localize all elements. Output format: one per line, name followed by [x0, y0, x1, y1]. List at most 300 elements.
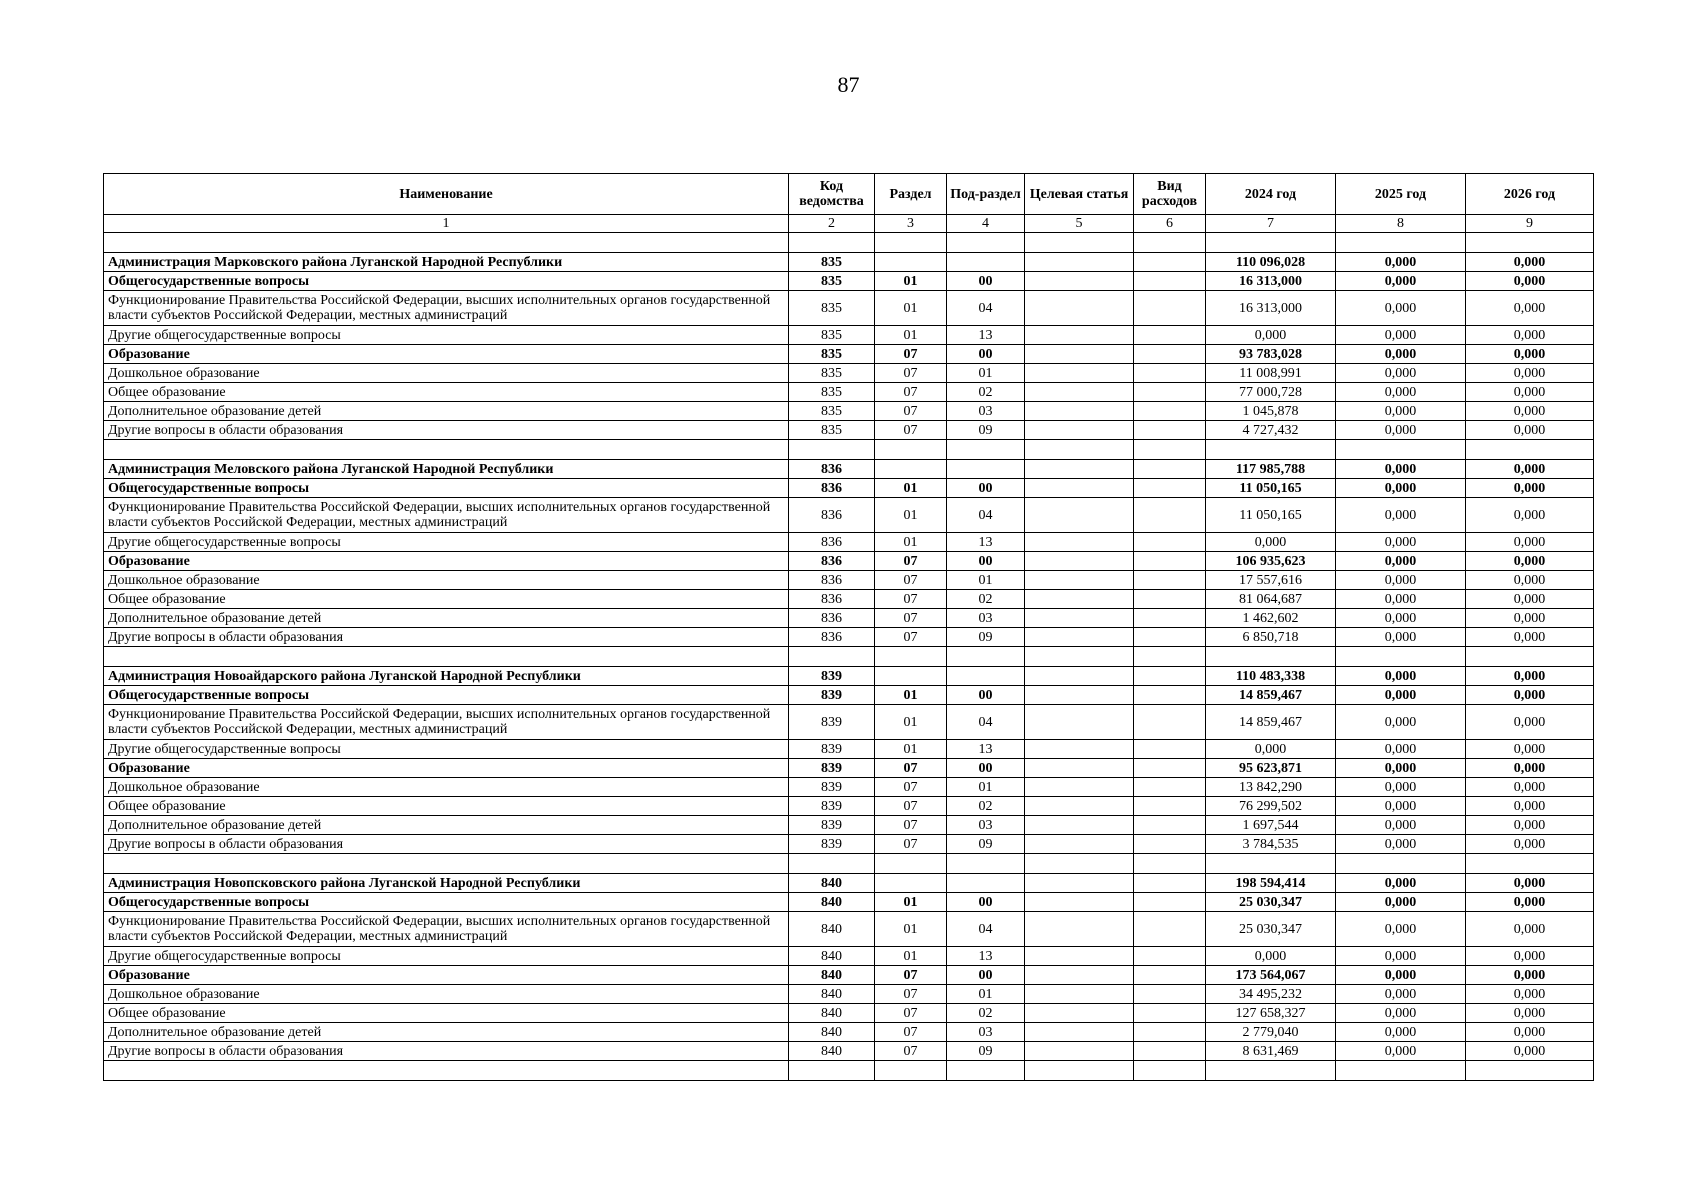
header-kind: Вид расходов [1134, 174, 1206, 215]
cell-section: 01 [875, 705, 947, 740]
budget-table [103, 173, 1594, 1081]
cell-section: 07 [875, 816, 947, 835]
cell-code: 839 [789, 759, 875, 778]
cell-code: 839 [789, 686, 875, 705]
cell-target [1025, 835, 1134, 854]
header-target: Целевая статья [1025, 174, 1134, 215]
cell-name: Функционирование Правительства Российской Федерации, высших исполнительных органов государственной власти субъектов Российской Федерации, местных администраций [104, 912, 789, 947]
empty-cell [1336, 440, 1466, 460]
blank-row [104, 647, 1594, 667]
empty-cell [1134, 647, 1206, 667]
cell-name: Другие вопросы в области образования [104, 421, 789, 440]
cell-subsection: 00 [947, 272, 1025, 291]
page-number: 87 [837, 72, 860, 97]
cell-target [1025, 947, 1134, 966]
cell-target [1025, 740, 1134, 759]
cell-code: 840 [789, 893, 875, 912]
empty-cell [875, 647, 947, 667]
cell-code: 836 [789, 571, 875, 590]
empty-cell [1466, 440, 1594, 460]
column-number: 6 [1134, 215, 1206, 233]
empty-cell [1206, 1061, 1336, 1081]
cell-kind [1134, 383, 1206, 402]
empty-cell [1466, 647, 1594, 667]
cell-kind [1134, 364, 1206, 383]
cell-2025: 0,000 [1336, 816, 1466, 835]
cell-2024: 13 842,290 [1206, 778, 1336, 797]
cell-2026: 0,000 [1466, 590, 1594, 609]
cell-2025: 0,000 [1336, 552, 1466, 571]
empty-cell [1336, 854, 1466, 874]
blank-row [104, 1061, 1594, 1081]
table-row [104, 326, 1594, 345]
cell-2026: 0,000 [1466, 667, 1594, 686]
cell-kind [1134, 1023, 1206, 1042]
cell-2024: 25 030,347 [1206, 912, 1336, 947]
cell-section: 07 [875, 609, 947, 628]
cell-target [1025, 778, 1134, 797]
cell-2026: 0,000 [1466, 383, 1594, 402]
cell-2024: 77 000,728 [1206, 383, 1336, 402]
cell-kind [1134, 1042, 1206, 1061]
empty-cell [947, 854, 1025, 874]
empty-cell [104, 440, 789, 460]
cell-target [1025, 421, 1134, 440]
cell-code: 835 [789, 272, 875, 291]
table-row [104, 893, 1594, 912]
blank-row [104, 440, 1594, 460]
cell-name: Общее образование [104, 383, 789, 402]
empty-cell [1134, 854, 1206, 874]
cell-2025: 0,000 [1336, 1004, 1466, 1023]
cell-name: Функционирование Правительства Российской Федерации, высших исполнительных органов государственной власти субъектов Российской Федерации, местных администраций [104, 291, 789, 326]
empty-cell [1025, 233, 1134, 253]
cell-target [1025, 686, 1134, 705]
cell-target [1025, 460, 1134, 479]
cell-subsection: 13 [947, 947, 1025, 966]
cell-subsection: 00 [947, 479, 1025, 498]
cell-section: 01 [875, 686, 947, 705]
cell-2026: 0,000 [1466, 291, 1594, 326]
table-row [104, 686, 1594, 705]
cell-code: 836 [789, 609, 875, 628]
cell-kind [1134, 835, 1206, 854]
empty-cell [104, 1061, 789, 1081]
cell-target [1025, 609, 1134, 628]
cell-subsection: 04 [947, 498, 1025, 533]
cell-target [1025, 253, 1134, 272]
blank-row [104, 854, 1594, 874]
cell-kind [1134, 291, 1206, 326]
cell-subsection: 09 [947, 1042, 1025, 1061]
cell-subsection: 02 [947, 383, 1025, 402]
cell-2026: 0,000 [1466, 835, 1594, 854]
cell-2025: 0,000 [1336, 1042, 1466, 1061]
cell-2025: 0,000 [1336, 835, 1466, 854]
cell-2026: 0,000 [1466, 571, 1594, 590]
cell-code: 840 [789, 874, 875, 893]
cell-section: 07 [875, 1042, 947, 1061]
table-row [104, 985, 1594, 1004]
cell-2024: 6 850,718 [1206, 628, 1336, 647]
cell-name: Другие вопросы в области образования [104, 835, 789, 854]
cell-subsection: 00 [947, 686, 1025, 705]
empty-cell [104, 647, 789, 667]
cell-code: 835 [789, 383, 875, 402]
cell-section: 07 [875, 1023, 947, 1042]
cell-kind [1134, 460, 1206, 479]
cell-target [1025, 272, 1134, 291]
empty-cell [1025, 854, 1134, 874]
table-row [104, 272, 1594, 291]
cell-name: Дошкольное образование [104, 985, 789, 1004]
empty-cell [1466, 854, 1594, 874]
cell-name: Функционирование Правительства Российской Федерации, высших исполнительных органов государственной власти субъектов Российской Федерации, местных администраций [104, 705, 789, 740]
cell-2025: 0,000 [1336, 966, 1466, 985]
column-number-row [104, 215, 1594, 233]
cell-name: Общее образование [104, 797, 789, 816]
cell-section: 01 [875, 498, 947, 533]
cell-2025: 0,000 [1336, 291, 1466, 326]
cell-subsection: 00 [947, 966, 1025, 985]
cell-section: 01 [875, 947, 947, 966]
cell-target [1025, 874, 1134, 893]
cell-section: 07 [875, 966, 947, 985]
cell-name: Общегосударственные вопросы [104, 272, 789, 291]
cell-2025: 0,000 [1336, 326, 1466, 345]
cell-subsection: 00 [947, 893, 1025, 912]
table-row [104, 383, 1594, 402]
cell-2025: 0,000 [1336, 533, 1466, 552]
empty-cell [1206, 440, 1336, 460]
cell-subsection: 02 [947, 590, 1025, 609]
table-row [104, 253, 1594, 272]
cell-name: Общегосударственные вопросы [104, 893, 789, 912]
cell-target [1025, 966, 1134, 985]
cell-target [1025, 705, 1134, 740]
cell-2025: 0,000 [1336, 253, 1466, 272]
cell-name: Дошкольное образование [104, 364, 789, 383]
cell-section: 07 [875, 759, 947, 778]
cell-code: 839 [789, 778, 875, 797]
cell-section [875, 667, 947, 686]
cell-subsection: 01 [947, 571, 1025, 590]
cell-target [1025, 797, 1134, 816]
cell-2026: 0,000 [1466, 874, 1594, 893]
cell-2024: 0,000 [1206, 947, 1336, 966]
cell-code: 840 [789, 912, 875, 947]
cell-2025: 0,000 [1336, 947, 1466, 966]
cell-2025: 0,000 [1336, 1023, 1466, 1042]
cell-section [875, 460, 947, 479]
empty-cell [789, 647, 875, 667]
table-row [104, 402, 1594, 421]
empty-cell [947, 233, 1025, 253]
empty-cell [789, 440, 875, 460]
cell-subsection [947, 253, 1025, 272]
cell-2025: 0,000 [1336, 985, 1466, 1004]
empty-cell [947, 440, 1025, 460]
empty-cell [1025, 647, 1134, 667]
column-number: 7 [1206, 215, 1336, 233]
cell-subsection: 01 [947, 364, 1025, 383]
cell-code: 839 [789, 835, 875, 854]
cell-name: Администрация Новопсковского района Луганской Народной Республики [104, 874, 789, 893]
cell-target [1025, 1042, 1134, 1061]
table-row [104, 609, 1594, 628]
cell-name: Дополнительное образование детей [104, 816, 789, 835]
cell-section: 07 [875, 985, 947, 1004]
cell-kind [1134, 759, 1206, 778]
column-number: 1 [104, 215, 789, 233]
header-subsection: Под-раздел [947, 174, 1025, 215]
cell-code: 839 [789, 816, 875, 835]
cell-code: 839 [789, 705, 875, 740]
cell-kind [1134, 590, 1206, 609]
table-row [104, 778, 1594, 797]
empty-cell [1206, 233, 1336, 253]
cell-2025: 0,000 [1336, 479, 1466, 498]
cell-subsection [947, 460, 1025, 479]
cell-subsection: 03 [947, 609, 1025, 628]
cell-subsection: 01 [947, 778, 1025, 797]
cell-code: 836 [789, 479, 875, 498]
cell-section: 01 [875, 291, 947, 326]
empty-cell [1336, 1061, 1466, 1081]
cell-2024: 2 779,040 [1206, 1023, 1336, 1042]
cell-section: 07 [875, 778, 947, 797]
cell-2026: 0,000 [1466, 364, 1594, 383]
cell-target [1025, 402, 1134, 421]
table-row [104, 460, 1594, 479]
cell-2026: 0,000 [1466, 479, 1594, 498]
cell-2026: 0,000 [1466, 797, 1594, 816]
cell-name: Другие общегосударственные вопросы [104, 533, 789, 552]
cell-2024: 25 030,347 [1206, 893, 1336, 912]
cell-2024: 93 783,028 [1206, 345, 1336, 364]
cell-section [875, 253, 947, 272]
cell-2026: 0,000 [1466, 498, 1594, 533]
cell-2024: 0,000 [1206, 740, 1336, 759]
cell-name: Другие вопросы в области образования [104, 1042, 789, 1061]
cell-2026: 0,000 [1466, 759, 1594, 778]
cell-target [1025, 1023, 1134, 1042]
column-number: 5 [1025, 215, 1134, 233]
cell-2025: 0,000 [1336, 759, 1466, 778]
empty-cell [1336, 233, 1466, 253]
cell-2025: 0,000 [1336, 590, 1466, 609]
cell-kind [1134, 402, 1206, 421]
empty-cell [947, 1061, 1025, 1081]
header-2024: 2024 год [1206, 174, 1336, 215]
cell-2026: 0,000 [1466, 966, 1594, 985]
cell-name: Другие общегосударственные вопросы [104, 740, 789, 759]
cell-code: 839 [789, 740, 875, 759]
cell-kind [1134, 1004, 1206, 1023]
cell-kind [1134, 345, 1206, 364]
cell-2026: 0,000 [1466, 421, 1594, 440]
cell-2026: 0,000 [1466, 402, 1594, 421]
table-row [104, 533, 1594, 552]
cell-subsection: 09 [947, 421, 1025, 440]
table-row [104, 628, 1594, 647]
cell-2024: 3 784,535 [1206, 835, 1336, 854]
cell-section: 01 [875, 533, 947, 552]
cell-target [1025, 893, 1134, 912]
empty-cell [789, 854, 875, 874]
table-row [104, 835, 1594, 854]
cell-target [1025, 498, 1134, 533]
cell-2026: 0,000 [1466, 686, 1594, 705]
cell-target [1025, 912, 1134, 947]
cell-2025: 0,000 [1336, 402, 1466, 421]
table-row [104, 364, 1594, 383]
cell-kind [1134, 253, 1206, 272]
cell-name: Общегосударственные вопросы [104, 479, 789, 498]
cell-name: Другие общегосударственные вопросы [104, 947, 789, 966]
cell-kind [1134, 628, 1206, 647]
table-row [104, 498, 1594, 533]
cell-name: Администрация Меловского района Луганской Народной Республики [104, 460, 789, 479]
cell-code: 840 [789, 966, 875, 985]
cell-2025: 0,000 [1336, 609, 1466, 628]
cell-subsection: 09 [947, 835, 1025, 854]
cell-section: 01 [875, 272, 947, 291]
cell-name: Общее образование [104, 1004, 789, 1023]
cell-2024: 16 313,000 [1206, 272, 1336, 291]
cell-subsection: 00 [947, 552, 1025, 571]
cell-2025: 0,000 [1336, 686, 1466, 705]
empty-cell [875, 1061, 947, 1081]
cell-subsection: 03 [947, 1023, 1025, 1042]
cell-2026: 0,000 [1466, 326, 1594, 345]
header-2026: 2026 год [1466, 174, 1594, 215]
cell-subsection: 00 [947, 759, 1025, 778]
cell-kind [1134, 552, 1206, 571]
cell-name: Образование [104, 759, 789, 778]
table-row [104, 1042, 1594, 1061]
cell-section: 01 [875, 479, 947, 498]
cell-2024: 81 064,687 [1206, 590, 1336, 609]
cell-target [1025, 364, 1134, 383]
cell-target [1025, 985, 1134, 1004]
cell-2024: 14 859,467 [1206, 705, 1336, 740]
cell-subsection: 13 [947, 533, 1025, 552]
cell-2026: 0,000 [1466, 460, 1594, 479]
empty-cell [1134, 233, 1206, 253]
cell-kind [1134, 874, 1206, 893]
empty-cell [1025, 440, 1134, 460]
cell-2024: 127 658,327 [1206, 1004, 1336, 1023]
cell-kind [1134, 947, 1206, 966]
header-code: Код ведомства [789, 174, 875, 215]
cell-2025: 0,000 [1336, 912, 1466, 947]
empty-cell [1466, 1061, 1594, 1081]
cell-target [1025, 759, 1134, 778]
empty-cell [875, 440, 947, 460]
cell-target [1025, 479, 1134, 498]
cell-code: 836 [789, 628, 875, 647]
empty-cell [789, 233, 875, 253]
table-row [104, 552, 1594, 571]
cell-2024: 11 008,991 [1206, 364, 1336, 383]
cell-section: 07 [875, 590, 947, 609]
table-row [104, 874, 1594, 893]
cell-section: 01 [875, 893, 947, 912]
cell-kind [1134, 778, 1206, 797]
cell-2024: 0,000 [1206, 533, 1336, 552]
cell-2024: 0,000 [1206, 326, 1336, 345]
cell-section: 07 [875, 835, 947, 854]
cell-2026: 0,000 [1466, 1042, 1594, 1061]
cell-section: 07 [875, 364, 947, 383]
cell-code: 840 [789, 1042, 875, 1061]
table-row [104, 912, 1594, 947]
table-row [104, 667, 1594, 686]
cell-2024: 17 557,616 [1206, 571, 1336, 590]
cell-section: 07 [875, 402, 947, 421]
column-number: 3 [875, 215, 947, 233]
cell-2025: 0,000 [1336, 421, 1466, 440]
empty-cell [104, 233, 789, 253]
cell-kind [1134, 816, 1206, 835]
cell-target [1025, 291, 1134, 326]
cell-subsection: 04 [947, 912, 1025, 947]
table-row [104, 1004, 1594, 1023]
cell-name: Другие общегосударственные вопросы [104, 326, 789, 345]
column-number: 9 [1466, 215, 1594, 233]
cell-kind [1134, 498, 1206, 533]
column-number: 2 [789, 215, 875, 233]
table-row [104, 571, 1594, 590]
cell-name: Общегосударственные вопросы [104, 686, 789, 705]
cell-2026: 0,000 [1466, 947, 1594, 966]
cell-subsection: 01 [947, 985, 1025, 1004]
cell-kind [1134, 740, 1206, 759]
cell-kind [1134, 893, 1206, 912]
column-number: 4 [947, 215, 1025, 233]
table-row [104, 345, 1594, 364]
cell-code: 835 [789, 402, 875, 421]
cell-2024: 1 697,544 [1206, 816, 1336, 835]
table-row [104, 797, 1594, 816]
cell-2024: 1 462,602 [1206, 609, 1336, 628]
cell-code: 839 [789, 667, 875, 686]
empty-cell [875, 854, 947, 874]
cell-target [1025, 552, 1134, 571]
cell-name: Общее образование [104, 590, 789, 609]
cell-section: 01 [875, 912, 947, 947]
cell-subsection: 13 [947, 740, 1025, 759]
empty-cell [1206, 854, 1336, 874]
cell-code: 836 [789, 498, 875, 533]
table-row [104, 291, 1594, 326]
cell-section: 01 [875, 326, 947, 345]
cell-target [1025, 571, 1134, 590]
cell-kind [1134, 686, 1206, 705]
cell-2026: 0,000 [1466, 272, 1594, 291]
blank-row [104, 233, 1594, 253]
empty-cell [1025, 1061, 1134, 1081]
cell-2025: 0,000 [1336, 628, 1466, 647]
cell-subsection: 13 [947, 326, 1025, 345]
cell-name: Образование [104, 345, 789, 364]
cell-2024: 76 299,502 [1206, 797, 1336, 816]
cell-name: Функционирование Правительства Российской Федерации, высших исполнительных органов государственной власти субъектов Российской Федерации, местных администраций [104, 498, 789, 533]
empty-cell [875, 233, 947, 253]
cell-code: 835 [789, 253, 875, 272]
cell-2025: 0,000 [1336, 571, 1466, 590]
